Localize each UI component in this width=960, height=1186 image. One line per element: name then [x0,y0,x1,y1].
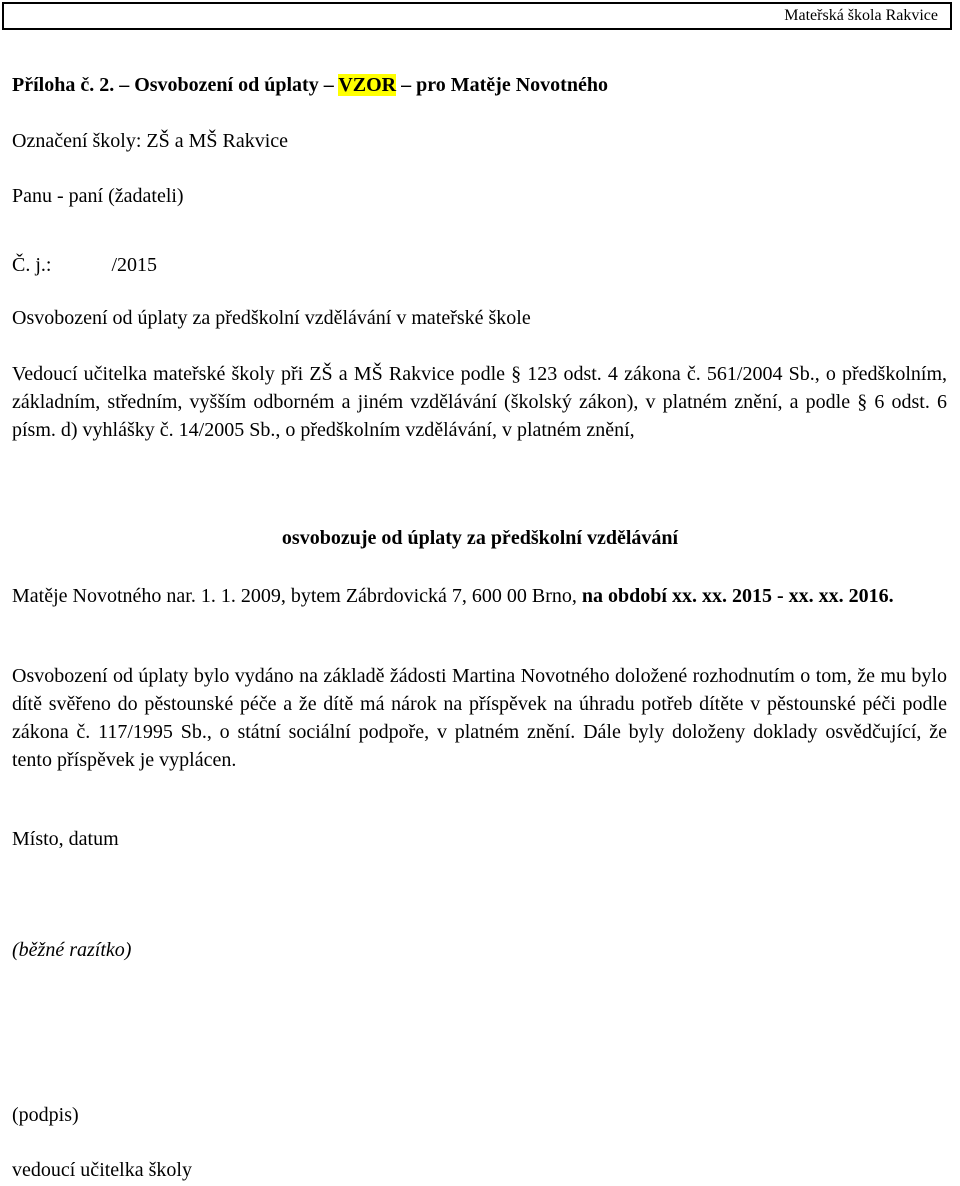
title-highlight: VZOR [338,74,397,96]
signature-placeholder: (podpis) [12,1104,79,1126]
title-suffix: – pro Matěje Novotného [396,74,608,96]
document-title [12,73,608,97]
reference-number: /2015 [111,254,158,276]
place-date: Místo, datum [12,828,119,850]
signatory-role: vedoucí učitelka školy [12,1159,192,1181]
child-details-text: Matěje Novotného nar. 1. 1. 2009, bytem Zábrdovická 7, 600 00 Brno, [12,585,582,607]
decision-title: Osvobození od úplaty za předškolní vzdělávání v mateřské škole [12,307,531,329]
page-header [2,2,952,30]
header-school-name: Mateřská škola Rakvice [784,7,938,24]
applicant-line: Panu - paní (žadateli) [12,185,184,207]
decision-statement: osvobozuje od úplaty za předškolní vzdělávání [281,527,679,549]
school-label: Označení školy: ZŠ a MŠ Rakvice [12,130,289,152]
stamp-placeholder: (běžné razítko) [12,939,132,961]
legal-basis-paragraph: Vedoucí učitelka mateřské školy při ZŠ a MŠ Rakvice podle § 123 odst. 4 zákona č. 561/2004 Sb., o předškolním, základním, středním, vyšším odborném a jiném vzdělávání (školský zákon), v platném znění, a podle § 6 odst. 6 písm. d) vyhlášky č. 14/2005 Sb., o předškolním vzdělávání, v platném znění, [12,363,947,441]
title-prefix: Příloha č. 2. – Osvobození od úplaty – [12,74,339,96]
reference-line [12,253,157,277]
child-details-paragraph [12,582,947,610]
reference-label: Č. j.: [12,254,52,276]
period-text: na období xx. xx. 2015 - xx. xx. 2016. [581,585,894,607]
justification-paragraph: Osvobození od úplaty bylo vydáno na základě žádosti Martina Novotného doložené rozhodnutím o tom, že mu bylo dítě svěřeno do pěstounské péče a že dítě má nárok na příspěvek na úhradu potřeb dítěte v pěstounské péči podle zákona č. 117/1995 Sb., o státní sociální podpoře, v platném znění. Dále byly doloženy doklady osvědčující, že tento příspěvek je vyplácen. [12,665,947,771]
